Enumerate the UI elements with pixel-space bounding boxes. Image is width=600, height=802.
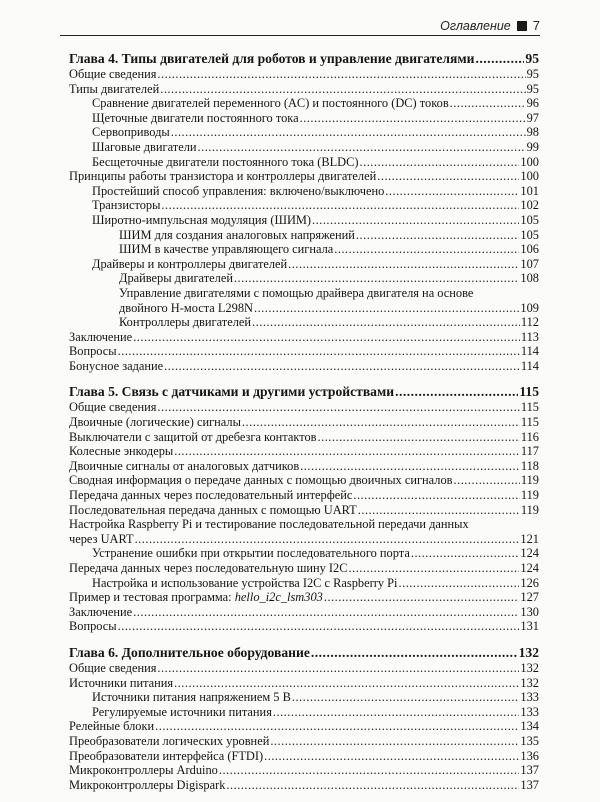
leader-dots xyxy=(118,619,520,634)
leader-dots xyxy=(300,111,526,126)
entry-page: 118 xyxy=(520,458,539,473)
entry-page: 105 xyxy=(520,212,539,227)
chapter-title: Глава 5. Связь с датчиками и другими устройствами xyxy=(69,384,395,400)
leader-dots xyxy=(155,719,519,734)
entry-label: ШИМ в качестве управляющего сигнала xyxy=(119,242,334,257)
entry-page: 112 xyxy=(520,315,539,330)
toc-entry[interactable] xyxy=(69,705,539,720)
leader-dots xyxy=(157,67,525,82)
toc-entry[interactable] xyxy=(69,415,539,430)
leader-dots xyxy=(318,430,520,445)
entry-label: Драйверы и контроллеры двигателей xyxy=(92,256,288,271)
entry-page: 132 xyxy=(520,660,539,675)
toc-entry[interactable] xyxy=(69,734,539,749)
entry-page: 134 xyxy=(520,719,539,734)
toc-entry[interactable] xyxy=(69,576,539,591)
entry-label: Микроконтроллеры Arduino xyxy=(69,763,218,778)
toc-entry[interactable] xyxy=(69,286,539,301)
entry-label: Общие сведения xyxy=(69,660,157,675)
toc-entry[interactable] xyxy=(69,271,539,286)
black-square-icon xyxy=(517,21,527,31)
entry-page: 98 xyxy=(526,125,539,140)
table-of-contents xyxy=(69,50,539,802)
entry-label: Последовательная передача данных с помощью UART xyxy=(69,502,357,517)
chapter-page: 132 xyxy=(518,644,539,660)
entry-page: 131 xyxy=(520,619,539,634)
toc-entry[interactable] xyxy=(69,359,539,374)
toc-entry[interactable] xyxy=(69,82,539,97)
leader-dots xyxy=(300,459,520,474)
toc-entry[interactable] xyxy=(69,690,539,705)
entry-page: 107 xyxy=(520,256,539,271)
chapter-page: 95 xyxy=(525,51,539,66)
entry-page: 124 xyxy=(520,561,539,575)
leader-dots xyxy=(450,96,526,111)
entry-page: 137 xyxy=(520,763,539,778)
leader-dots xyxy=(118,344,520,359)
entry-page: 115 xyxy=(520,400,539,415)
toc-entry[interactable] xyxy=(69,763,539,778)
entry-label: Вопросы xyxy=(69,344,117,359)
entry-page: 97 xyxy=(526,110,539,125)
entry-page: 100 xyxy=(520,169,539,184)
entry-label: Заключение xyxy=(69,604,133,619)
toc-entry[interactable] xyxy=(69,169,539,184)
leader-dots xyxy=(454,473,520,488)
chapter-title: Глава 4. Типы двигателей для роботов и управление двигателями xyxy=(69,51,475,66)
toc-chapter xyxy=(69,383,539,634)
leader-dots xyxy=(475,50,524,67)
leader-dots xyxy=(157,661,519,676)
leader-dots xyxy=(171,125,526,140)
running-header xyxy=(60,16,540,36)
entry-label: Бесщеточные двигатели постоянного тока (BLDC) xyxy=(92,154,359,169)
leader-dots xyxy=(161,198,519,213)
entry-label: Регулируемые источники питания xyxy=(92,704,272,719)
toc-entry[interactable] xyxy=(69,213,539,228)
toc-entry[interactable] xyxy=(69,315,539,330)
leader-dots xyxy=(312,213,519,228)
entry-label: Источники питания xyxy=(69,675,174,690)
entry-label: Сравнение двигателей переменного (AC) и постоянного (DC) токов xyxy=(92,96,449,111)
entry-label: Заключение xyxy=(69,329,133,344)
toc-entry[interactable] xyxy=(69,605,539,620)
toc-entry[interactable] xyxy=(69,473,539,488)
entry-label: Вопросы xyxy=(69,619,117,634)
entry-label-italic: hello_i2c_lsm303 xyxy=(234,590,323,605)
toc-chapter xyxy=(69,644,539,792)
leader-dots xyxy=(324,590,520,605)
entry-page: 119 xyxy=(520,502,539,517)
leader-dots xyxy=(133,330,520,345)
leader-dots xyxy=(292,690,520,705)
leader-dots xyxy=(135,532,520,547)
entry-label: Принципы работы транзистора и контроллеры двигателей xyxy=(69,169,377,184)
entry-label: Простейший способ управления: включено/выключено xyxy=(92,183,385,198)
toc-entry[interactable] xyxy=(69,111,539,126)
leader-dots xyxy=(254,301,519,316)
entry-label: Выключатели с защитой от дребезга контактов xyxy=(69,429,317,444)
leader-dots xyxy=(198,140,526,155)
entry-page: 114 xyxy=(520,358,539,373)
chapter-page: 115 xyxy=(519,384,539,400)
toc-entry[interactable] xyxy=(69,400,539,415)
entry-page: 117 xyxy=(520,444,539,459)
toc-entry[interactable] xyxy=(69,184,539,199)
toc-entry[interactable] xyxy=(69,676,539,691)
leader-dots xyxy=(270,734,519,749)
toc-entry[interactable] xyxy=(69,459,539,474)
entry-label: Двоичные сигналы от аналоговых датчиков xyxy=(69,458,300,473)
entry-label: Источники питания напряжением 5 В xyxy=(92,690,291,705)
toc-entry[interactable] xyxy=(69,155,539,170)
leader-dots xyxy=(174,444,520,459)
entry-page: 109 xyxy=(520,300,539,315)
toc-entry[interactable] xyxy=(69,517,539,532)
leader-dots xyxy=(358,503,520,518)
entry-label: ШИМ для создания аналоговых напряжений xyxy=(119,227,355,242)
entry-label: Бонусное задание xyxy=(69,358,164,373)
entry-page: 113 xyxy=(520,329,539,344)
leader-dots xyxy=(399,576,520,591)
leader-dots xyxy=(311,644,518,661)
entry-label: Транзисторы xyxy=(92,198,161,213)
toc-entry-continuation[interactable] xyxy=(69,532,539,547)
toc-entry[interactable] xyxy=(69,749,539,764)
leader-dots xyxy=(395,383,518,400)
entry-label-continuation: двойного H-моста L298N xyxy=(119,300,253,315)
entry-label: Типы двигателей xyxy=(69,81,160,96)
entry-label: Настройка Raspberry Pi и тестирование последовательной передачи данных xyxy=(69,517,469,532)
leader-dots xyxy=(273,705,520,720)
entry-page: 116 xyxy=(520,429,539,444)
toc-entry[interactable] xyxy=(69,719,539,734)
entry-label: Релейные блоки xyxy=(69,719,155,734)
leader-dots xyxy=(164,359,520,374)
entry-label: Настройка и использование устройства I2C с Raspberry Pi xyxy=(92,575,398,590)
leader-dots xyxy=(226,778,519,793)
leader-dots xyxy=(377,169,519,184)
leader-dots xyxy=(234,271,519,286)
chapter-heading[interactable] xyxy=(69,383,539,400)
page-number: 7 xyxy=(532,18,540,33)
leader-dots xyxy=(288,257,519,272)
entry-page: 105 xyxy=(520,227,539,242)
toc-entry[interactable] xyxy=(69,330,539,345)
toc-entry[interactable] xyxy=(69,546,539,561)
entry-page: 115 xyxy=(520,415,539,430)
leader-dots xyxy=(133,605,519,620)
entry-page: 106 xyxy=(520,242,539,257)
entry-page: 114 xyxy=(520,344,539,359)
entry-label: Преобразователи логических уровней xyxy=(69,733,270,748)
toc-entry[interactable] xyxy=(69,488,539,503)
entry-page: 137 xyxy=(520,777,539,792)
entry-label: Сводная информация о передаче данных с помощью двоичных сигналов xyxy=(69,473,453,488)
toc-entry[interactable] xyxy=(69,778,539,793)
entry-page: 133 xyxy=(520,704,539,719)
entry-label: Драйверы двигателей xyxy=(119,271,233,286)
toc-entry[interactable] xyxy=(69,344,539,359)
toc-chapter xyxy=(69,50,539,373)
toc-entry[interactable] xyxy=(69,96,539,111)
entry-label: Микроконтроллеры Digispark xyxy=(69,777,226,792)
entry-page: 96 xyxy=(526,96,539,111)
leader-dots xyxy=(349,561,520,576)
toc-entry[interactable] xyxy=(69,140,539,155)
toc-entry[interactable] xyxy=(69,67,539,82)
entry-page: 95 xyxy=(526,81,539,96)
entry-page: 119 xyxy=(520,473,539,488)
leader-dots xyxy=(242,415,520,430)
toc-entry[interactable] xyxy=(69,430,539,445)
chapter-title: Глава 6. Дополнительное оборудование xyxy=(69,644,310,660)
entry-label: Передача данных через последовательную шину I2C xyxy=(69,561,348,575)
entry-label: Управление двигателями с помощью драйвера двигателя на основе xyxy=(119,285,474,300)
toc-entry[interactable] xyxy=(69,619,539,634)
leader-dots xyxy=(252,315,520,330)
entry-label: Сервоприводы xyxy=(92,125,170,140)
leader-dots xyxy=(264,749,519,764)
entry-label: Пример и тестовая программа: hello_i2c_lsm303 xyxy=(69,590,323,605)
entry-label: Контроллеры двигателей xyxy=(119,315,252,330)
entry-label: Широтно-импульсная модуляция (ШИМ) xyxy=(92,212,312,227)
entry-page: 102 xyxy=(520,198,539,213)
toc-entry[interactable] xyxy=(69,590,539,605)
leader-dots xyxy=(360,155,520,170)
toc-entry[interactable] xyxy=(69,242,539,257)
leader-dots xyxy=(160,82,525,97)
entry-label: Общие сведения xyxy=(69,67,157,81)
entry-page: 99 xyxy=(526,139,539,154)
entry-page: 133 xyxy=(520,690,539,705)
toc-entry[interactable] xyxy=(69,198,539,213)
toc-entry-continuation[interactable] xyxy=(69,301,539,316)
toc-entry[interactable] xyxy=(69,444,539,459)
entry-page: 126 xyxy=(520,575,539,590)
entry-page: 108 xyxy=(520,271,539,286)
toc-entry[interactable] xyxy=(69,661,539,676)
entry-page: 101 xyxy=(520,183,539,198)
entry-label-continuation: через UART xyxy=(69,531,134,546)
entry-label: Щеточные двигатели постоянного тока xyxy=(92,110,299,125)
entry-label: Преобразователи интерфейса (FTDI) xyxy=(69,748,264,763)
entry-label: Передача данных через последовательный интерфейс xyxy=(69,488,353,503)
entry-label: Двоичные (логические) сигналы xyxy=(69,415,241,430)
entry-label: Устранение ошибки при открытии последовательного порта xyxy=(92,546,410,561)
chapter-heading[interactable] xyxy=(69,644,539,661)
entry-label: Общие сведения xyxy=(69,400,157,415)
entry-page: 119 xyxy=(520,488,539,503)
entry-page: 95 xyxy=(526,67,539,81)
entry-page: 132 xyxy=(520,675,539,690)
leader-dots xyxy=(174,676,519,691)
entry-label: Шаговые двигатели xyxy=(92,139,197,154)
leader-dots xyxy=(385,184,519,199)
toc-entry[interactable] xyxy=(69,228,539,243)
running-title: Оглавление xyxy=(440,19,511,33)
leader-dots xyxy=(219,763,520,778)
toc-entry[interactable] xyxy=(69,257,539,272)
entry-label: Колесные энкодеры xyxy=(69,444,174,459)
leader-dots xyxy=(157,400,519,415)
chapter-heading[interactable] xyxy=(69,50,539,67)
leader-dots xyxy=(356,228,519,243)
entry-page: 121 xyxy=(520,531,539,546)
entry-page: 124 xyxy=(520,546,539,561)
entry-page: 100 xyxy=(520,154,539,169)
leader-dots xyxy=(353,488,520,503)
toc-entry[interactable] xyxy=(69,125,539,140)
entry-page: 136 xyxy=(520,748,539,763)
entry-page: 127 xyxy=(520,590,539,605)
toc-entry[interactable] xyxy=(69,503,539,518)
leader-dots xyxy=(411,546,520,561)
entry-page: 130 xyxy=(520,604,539,619)
entry-page: 135 xyxy=(520,733,539,748)
toc-entry[interactable] xyxy=(69,561,539,576)
leader-dots xyxy=(334,242,519,257)
